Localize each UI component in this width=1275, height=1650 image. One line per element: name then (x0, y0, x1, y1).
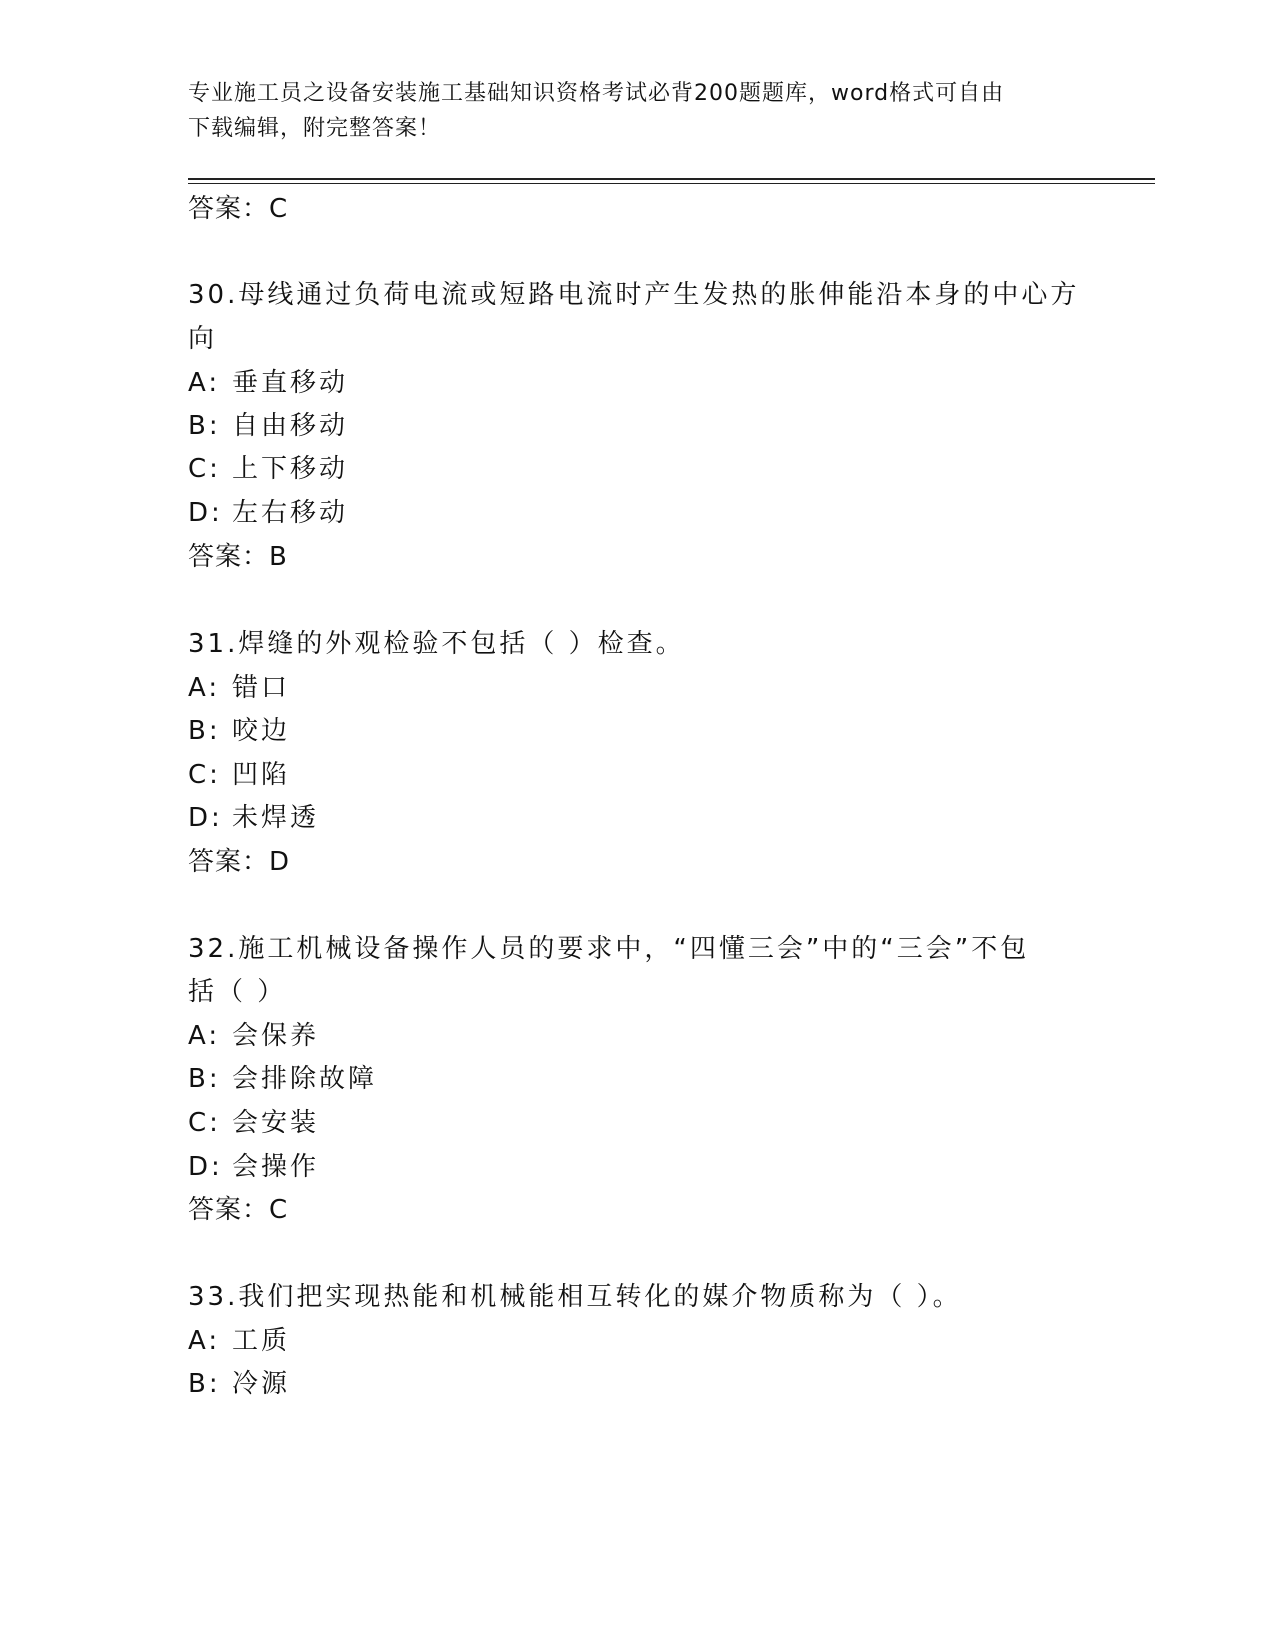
option-text: 垂直移动 (232, 368, 349, 398)
option-key: D: (188, 1152, 223, 1182)
answer-q31: 答案：D (188, 847, 291, 877)
option-key: B: (188, 1369, 221, 1399)
option-text: 会安装 (232, 1108, 320, 1138)
question-32-stem-line-1: 32.施工机械设备操作人员的要求中，“四懂三会”中的“三会”不包 (188, 934, 1030, 964)
option-key: B: (188, 411, 221, 441)
header-line-1: 专业施工员之设备安装施工基础知识资格考试必背200题题库，word格式可自由 (188, 81, 1005, 106)
question-31-option-b (188, 710, 290, 747)
question-32-option-c (188, 1102, 319, 1139)
question-31-option-a (188, 667, 290, 704)
option-text: 自由移动 (232, 411, 349, 441)
option-key: D: (188, 803, 223, 833)
option-key: D: (188, 498, 223, 528)
question-32-option-b (188, 1058, 377, 1095)
question-31-option-d (188, 797, 319, 834)
option-text: 工质 (232, 1326, 291, 1356)
option-text: 错口 (232, 673, 291, 703)
option-text: 咬边 (232, 716, 291, 746)
question-30-option-a (188, 362, 348, 399)
answer-q30: 答案：B (188, 542, 288, 572)
question-32-stem-line-2: 括（ ） (188, 977, 287, 1007)
question-30-stem-line-1: 30.母线通过负荷电流或短路电流时产生发热的胀伸能沿本身的中心方 (188, 280, 1080, 310)
option-text: 左右移动 (232, 498, 349, 528)
option-key: B: (188, 716, 221, 746)
option-text: 会排除故障 (232, 1064, 378, 1094)
question-33-stem-line-1: 33.我们把实现热能和机械能相互转化的媒介物质称为（ ）。 (188, 1282, 962, 1312)
option-key: A: (188, 1021, 221, 1051)
option-text: 未焊透 (232, 803, 320, 833)
question-31-stem-line-1: 31.焊缝的外观检验不包括（ ）检查。 (188, 629, 685, 659)
option-key: C: (188, 454, 221, 484)
option-text: 上下移动 (232, 454, 349, 484)
option-text: 会保养 (232, 1021, 320, 1051)
question-33-option-b (188, 1363, 290, 1400)
document-header (188, 76, 1068, 146)
header-line-2: 下载编辑，附完整答案！ (188, 116, 442, 141)
option-text: 冷源 (232, 1369, 291, 1399)
option-text: 凹陷 (232, 760, 291, 790)
question-30-stem-line-2: 向 (188, 324, 218, 354)
question-32-option-d (188, 1146, 319, 1183)
question-31-option-c (188, 754, 290, 791)
option-key: C: (188, 760, 221, 790)
question-30-option-c (188, 448, 348, 485)
question-33-option-a (188, 1320, 290, 1357)
option-key: B: (188, 1064, 221, 1094)
question-32-option-a (188, 1015, 319, 1052)
answer-q32: 答案：C (188, 1195, 289, 1225)
question-30-option-d (188, 492, 348, 529)
option-key: A: (188, 368, 221, 398)
option-text: 会操作 (232, 1152, 320, 1182)
header-divider-thick (188, 178, 1155, 180)
option-key: C: (188, 1108, 221, 1138)
answer-q29: 答案：C (188, 194, 289, 224)
option-key: A: (188, 673, 221, 703)
option-key: A: (188, 1326, 221, 1356)
header-divider-thin (188, 183, 1155, 184)
question-30-option-b (188, 405, 348, 442)
